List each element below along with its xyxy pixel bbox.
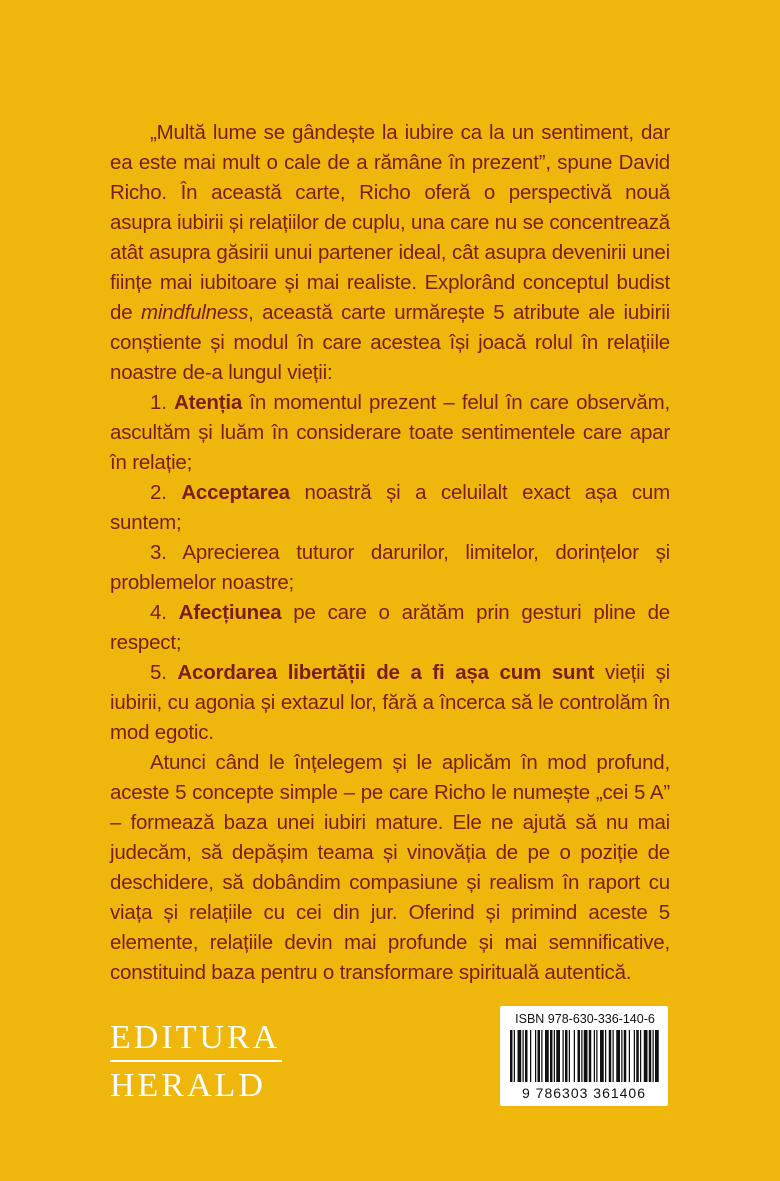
isbn-number: ISBN 978-630-336-140-6: [515, 1012, 655, 1026]
list-number: 2.: [150, 481, 182, 504]
list-item-2: [110, 478, 670, 538]
list-keyword: Atenția: [174, 391, 243, 414]
list-text: noastră și a celuilalt exact așa cum suntem;: [110, 481, 670, 534]
intro-text-part1: „Multă lume se gândește la iubire ca la un sentiment, dar ea este mai mult o cale de a rămâne în prezent”, spune David Richo. În această carte, Richo oferă o perspectivă nouă asupra iubirii și relațiilor de cuplu, una care nu se concentrează atât asupra găsirii unui partener ideal, cât asupra devenirii unei ființe mai iubitoare și mai realiste. Explorând conceptul budist de: [110, 121, 670, 324]
publisher-line1: EDITURA: [110, 1019, 281, 1056]
barcode-digits: 9 786303 361406: [522, 1085, 646, 1101]
list-number: 1.: [150, 391, 174, 414]
list-keyword: Afecțiunea: [178, 601, 282, 624]
list-item-3: [110, 538, 670, 598]
intro-text-part2: , această carte urmărește 5 atribute ale iubirii conștiente și modul în care acestea își joacă rolul în relațiile noastre de-a lungul vieții:: [110, 301, 670, 384]
back-cover-text: [110, 118, 670, 988]
list-number: 3.: [150, 541, 183, 564]
isbn-barcode: [500, 1006, 668, 1106]
intro-paragraph: [110, 118, 670, 388]
publisher-line2: HERALD: [110, 1067, 266, 1104]
list-number: 4.: [150, 601, 179, 624]
publisher-divider: [110, 1060, 282, 1062]
barcode-bars: [510, 1030, 660, 1082]
intro-emphasis: mindfulness: [140, 301, 249, 324]
list-item-4: [110, 598, 670, 658]
list-text: în momentul prezent – felul în care observăm, ascultăm și luăm în considerare toate sentimentele care apar în relație;: [110, 391, 670, 474]
publisher-logo: [110, 1018, 282, 1106]
list-keyword: Acceptarea: [181, 481, 290, 504]
list-text: vieții și iubirii, cu agonia și extazul lor, fără a încerca să le controlăm în mod egotic.: [110, 661, 670, 744]
list-text: Aprecierea tuturor darurilor, limitelor, dorințelor și problemelor noastre;: [110, 541, 670, 594]
closing-paragraph: Atunci când le înțelegem și le aplicăm în mod profund, aceste 5 concepte simple – pe care Richo le numește „cei 5 A” – formează baza unei iubiri mature. Ele ne ajută să nu mai judecăm, să depășim teama și vinovăția de pe o poziție de deschidere, să dobândim compasiune și realism în raport cu viața și relațiile cu cei din jur. Oferind și primind aceste 5 elemente, relațiile devin mai profunde și mai semnificative, constituind baza pentru o transformare spirituală autentică.: [110, 751, 670, 984]
list-keyword: Acordarea libertății de a fi așa cum sunt: [177, 661, 595, 684]
list-number: 5.: [150, 661, 178, 684]
list-item-5: [110, 658, 670, 748]
list-item-1: [110, 388, 670, 478]
list-text: pe care o arătăm prin gesturi pline de respect;: [110, 601, 670, 654]
